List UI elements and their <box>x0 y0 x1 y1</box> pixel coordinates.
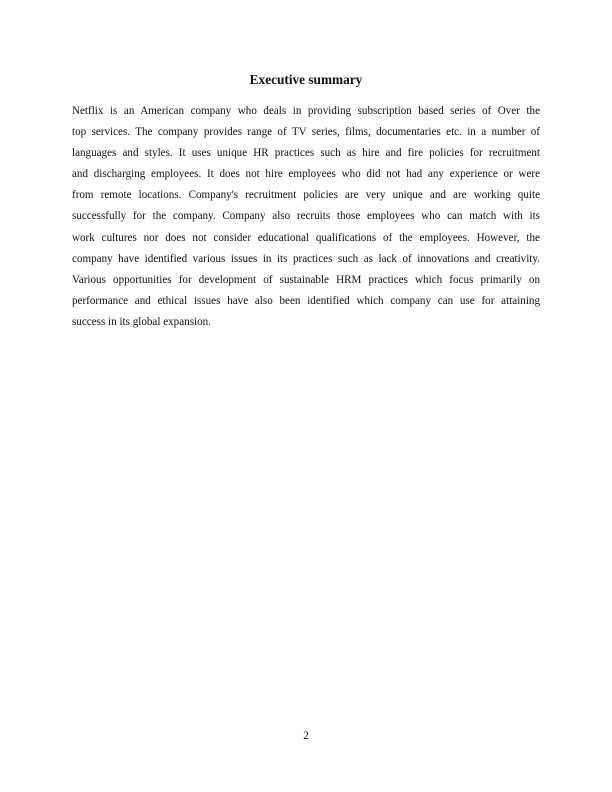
paragraph-line: from remote locations. Company's recruitment policies are very unique and are working quite <box>72 189 540 202</box>
paragraph-line: and discharging employees. It does not hire employees who did not had any experience or were <box>72 168 540 181</box>
paragraph-line: performance and ethical issues have also been identified which company can use for attaining <box>72 294 540 307</box>
paragraph-line: top services. The company provides range of TV series, films, documentaries etc. in a number of <box>72 126 540 139</box>
paragraph-line: success in its global expansion. <box>72 315 211 328</box>
paragraph-line: company have identified various issues in its practices such as lack of innovations and creativity. <box>72 252 540 265</box>
paragraph-line: Various opportunities for development of sustainable HRM practices which focus primarily on <box>72 273 540 286</box>
section-title: Executive summary <box>249 72 363 87</box>
page-number: 2 <box>303 730 309 742</box>
paragraph-line: Netflix is an American company who deals in providing subscription based series of Over the <box>72 105 540 117</box>
paragraph-line: languages and styles. It uses unique HR practices such as hire and fire policies for recruitment <box>72 147 540 160</box>
paragraph-line: successfully for the company. Company also recruits those employees who can match with its <box>72 210 540 223</box>
executive-summary-paragraph <box>72 102 540 334</box>
paragraph-line: work cultures nor does not consider educational qualifications of the employees. However, the <box>72 231 540 244</box>
